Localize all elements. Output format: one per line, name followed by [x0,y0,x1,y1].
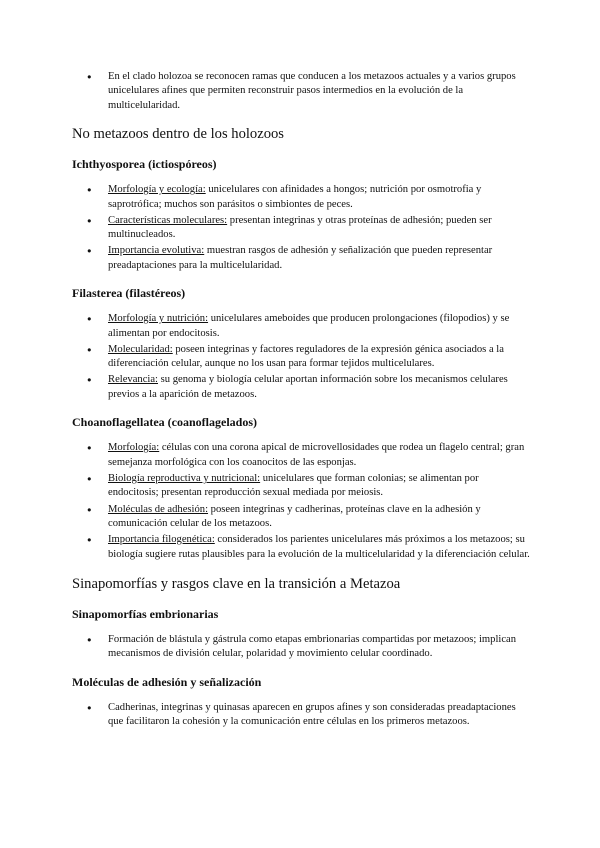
list-item [72,373,530,402]
subsection-title-adhesion: Moléculas de adhesión y señalización [72,674,262,689]
item-text: Formación de blástula y gástrula como etapas embrionarias compartidas por metazoos; implican mecanismos de división celular, polaridad y movimiento celular coordinado. [108,633,517,660]
item-label: Características moleculares: [108,214,228,226]
list-item [72,503,530,532]
item-label: Morfología: [108,442,160,454]
list-item [72,312,530,341]
subsection-title-embrionarias: Sinapomorfías embrionarias [72,606,219,621]
intro-text: En el clado holozoa se reconocen ramas que conducen a los metazoos actuales y a varios grupos unicelulares afines que permiten reconstruir pasos intermedios en la evolución de la multicelularidad. [108,71,516,111]
subsection-title-filasterea: Filasterea (filastéreos) [72,286,186,301]
item-text: muestran rasgos de adhesión y señalización que pueden representar preadaptaciones para la multicelularidad. [108,245,493,271]
item-label: Morfología y nutrición: [108,313,209,325]
list-item [72,472,530,501]
choanoflagellatea-list [72,441,530,562]
list-item [72,701,530,730]
list-item [72,533,530,562]
item-text: poseen integrinas y cadherinas, proteínas clave en la adhesión y comunicación celular de los metazoos. [108,503,481,529]
item-label: Molecularidad: [108,343,173,355]
item-text: células con una corona apical de microvellosidades que rodea un flagelo central; gran semejanza morfológica con los coanocitos de las esponjas. [108,442,525,468]
item-label: Importancia evolutiva: [108,245,205,257]
item-label: Morfología y ecología: [108,184,206,196]
list-item [72,343,530,372]
section-title-no-metazoos: No metazoos dentro de los holozoos [72,126,284,143]
section-title-sinapomorfias: Sinapomorfías y rasgos clave en la transición a Metazoa [72,575,401,592]
item-text: presentan integrinas y otras proteínas de adhesión; pueden ser multinucleados. [108,214,492,241]
list-item [72,633,530,662]
item-label: Moléculas de adhesión: [108,503,209,515]
intro-bullet [72,70,530,113]
subsection-title-ichthyosporea: Ichthyosporea (ictiospóreos) [72,157,217,172]
item-text: unicelulares ameboides que producen prolongaciones (filopodios) y se alimentan por endocitosis. [108,313,510,339]
list-item [72,441,530,470]
embrionarias-list [72,633,530,662]
list-item [72,214,530,243]
subsection-title-choanoflagellatea: Choanoflagellatea (coanoflagelados) [72,415,257,430]
item-text: unicelulares con afinidades a hongos; nutrición por osmotrofia y saprotrófica; muchos son parásitos o simbiontes de peces. [108,184,482,210]
item-text: poseen integrinas y factores reguladores de la expresión génica asociados a la diferenciación celular, aunque no los usan para formar tejidos multicelulares. [108,343,504,370]
intro-list [72,70,530,113]
item-text: considerados los parientes unicelulares más próximos a los metazoos; su biología sugiere rutas plausibles para la evolución de la multicelularidad y la diferenciación celular. [108,534,530,560]
item-label: Biología reproductiva y nutricional: [108,472,261,484]
adhesion-list [72,701,530,730]
list-item [72,244,530,273]
item-text: Cadherinas, integrinas y quinasas aparecen en grupos afines y son consideradas preadaptaciones que facilitaron la cohesión y la comunicación entre células en los primeros metazoos. [108,701,516,728]
item-text: su genoma y biología celular aportan información sobre los mecanismos celulares previos a la aparición de metazoos. [108,374,508,400]
item-text: unicelulares que forman colonias; se alimentan por endocitosis; presentan reproducción sexual mediada por meiosis. [108,472,479,499]
item-label: Relevancia: [108,374,158,386]
ichthyosporea-list [72,183,530,273]
list-item [72,183,530,212]
item-label: Importancia filogenética: [108,534,215,546]
filasterea-list [72,312,530,402]
